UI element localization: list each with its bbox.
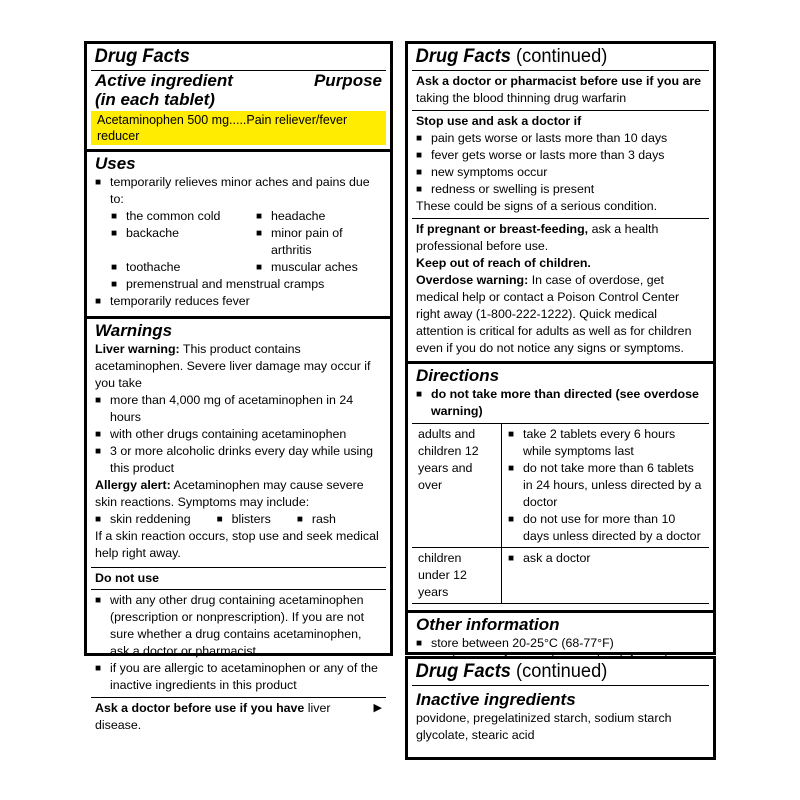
stop-use-item: ■ fever gets worse or lasts more than 3 days [416, 147, 705, 164]
ask-doctor-pharm-text: taking the blood thinning drug warfarin [416, 91, 627, 105]
uses-item: ■ the common cold [111, 208, 256, 225]
uses-item-cramps: ■ premenstrual and menstrual cramps [111, 276, 382, 293]
overdose-warning: Overdose warning: In case of overdose, get medical help or contact a Poison Control Center right away (1-800-222-1222). Quick medical attention is critical for adults as well as for children even if you do not notice any signs or symptoms. [416, 273, 692, 355]
inactive-title: Inactive ingredients [416, 690, 576, 709]
directions-item: ■ do not take more than 6 tablets in 24 hours, unless directed by a doctor [508, 460, 703, 511]
uses-item: ■ minor pain of arthritis [256, 225, 382, 259]
pregnant-warning: If pregnant or breast-feeding, ask a health professional before use. [416, 222, 659, 253]
uses-item: ■ backache [111, 225, 256, 259]
inactive-text: povidone, pregelatinized starch, sodium starch glycolate, stearic acid [416, 711, 672, 742]
warnings-section [87, 316, 390, 734]
liver-item: ■ 3 or more alcoholic drinks every day while using this product [95, 443, 382, 477]
uses-item: ■ toothache [111, 259, 256, 276]
directions-table [412, 423, 709, 604]
active-ingredient-heading: Active ingredient [95, 71, 233, 90]
directions-item: ■ do not use for more than 10 days unless directed by a doctor [508, 511, 703, 545]
panel-title: Drug Facts (continued) [415, 661, 608, 682]
keep-out-warning: Keep out of reach of children. [416, 256, 591, 270]
allergy-item: ■ skin reddening [95, 511, 191, 528]
uses-item: ■ headache [256, 208, 382, 225]
do-not-use-title: Do not use [95, 571, 160, 585]
uses-grid [87, 208, 390, 293]
uses-intro: ■ temporarily relieves minor aches and pains due to: [95, 174, 390, 208]
drug-facts-panel-left [84, 41, 393, 732]
liver-item: ■ more than 4,000 mg of acetaminophen in 24 hours [95, 392, 382, 426]
active-ingredient-line: Acetaminophen 500 mg.....Pain reliever/fever reducer [91, 111, 386, 145]
allergy-item: ■ rash [297, 511, 336, 528]
stop-use-title: Stop use and ask a doctor if [416, 114, 582, 128]
drug-facts-panel-right [405, 41, 716, 655]
uses-item-fever: ■ temporarily reduces fever [95, 293, 382, 310]
ask-doctor-pharm-label: Ask a doctor or pharmacist before use if you are [416, 74, 702, 88]
other-info-item: ■ store between 20-25°C (68-77°F) [416, 635, 705, 652]
directions-section [408, 361, 713, 610]
directions-who: children under 12 years [412, 548, 502, 603]
drug-facts-panel-inactive [405, 656, 716, 760]
continue-arrow-icon: ▶ [373, 702, 382, 714]
uses-title: Uses [95, 154, 136, 173]
warnings-title: Warnings [95, 321, 173, 340]
allergy-after: If a skin reaction occurs, stop use and seek medical help right away. [95, 529, 379, 560]
allergy-alert: Allergy alert: Acetaminophen may cause severe skin reactions. Symptoms may include: [95, 478, 364, 509]
stop-use-after: These could be signs of a serious condition. [416, 199, 658, 213]
panel-title: Drug Facts [94, 46, 190, 67]
liver-warning: Liver warning: This product contains acetaminophen. Severe liver damage may occur if you take [95, 342, 371, 390]
liver-item: ■ with other drugs containing acetaminophen [95, 426, 382, 443]
directions-title: Directions [416, 366, 500, 385]
uses-item: ■ muscular aches [256, 259, 382, 276]
stop-use-item: ■ pain gets worse or lasts more than 10 days [416, 130, 705, 147]
do-not-use-item: ■ if you are allergic to acetaminophen or any of the inactive ingredients in this product [95, 660, 382, 694]
directions-lead: ■ do not take more than directed (see overdose warning) [416, 386, 705, 420]
stop-use-item: ■ new symptoms occur [416, 164, 705, 181]
continued-header-section [408, 44, 713, 361]
directions-item: ■ ask a doctor [508, 550, 703, 567]
directions-who: adults and children 12 years and over [412, 424, 502, 547]
ask-doctor-line: Ask a doctor before use if you have liver disease. ▶ [95, 701, 382, 732]
allergy-item: ■ blisters [217, 511, 271, 528]
uses-section [87, 149, 390, 316]
do-not-use-item: ■ with any other drug containing acetaminophen (prescription or nonprescription). If you are not sure whether a drug contains acetaminophen, ask a doctor or pharmacist. [95, 592, 382, 660]
active-ingredient-section [87, 44, 390, 149]
purpose-heading: Purpose [313, 71, 382, 90]
other-info-title: Other information [416, 615, 560, 634]
directions-item: ■ take 2 tablets every 6 hours while symptoms last [508, 426, 703, 460]
panel-title: Drug Facts (continued) [415, 46, 608, 67]
stop-use-item: ■ redness or swelling is present [416, 181, 705, 198]
active-ingredient-sub: (in each tablet) [95, 90, 215, 109]
